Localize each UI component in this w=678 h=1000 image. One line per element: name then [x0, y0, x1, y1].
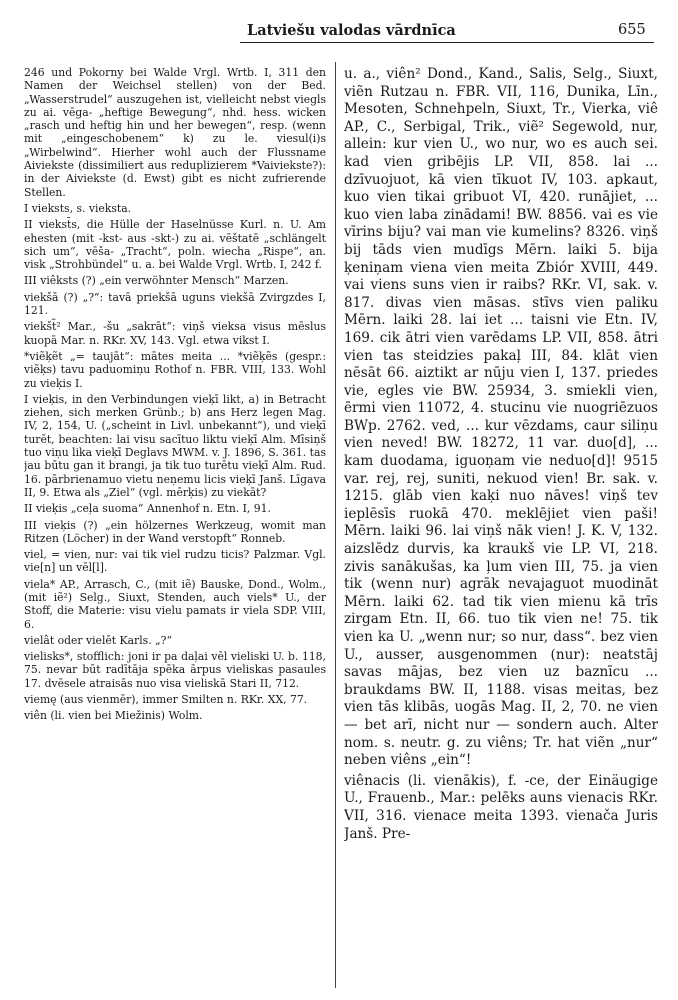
entry-i-viekis: I vieķis, in den Verbindungen vieķī likt, a) in Betracht ziehen, sich merken Grünb.; b) ans Herz legen Mag. IV, 2, 154, U. („scheint in Livl. unbekannt“), und vieķī turēt, beachten: lai visu sacītuo liktu vieķī Alm. Mīsiņš tuo viņu lika vieķī Deglavs MWM. v. J. 1896, S. 361. tas jau būtu gan it brangi, ja tik tuo turētu vieķī Alm. Rud. 16. pārbrienamuo vietu neņemu licis vieķī Janš. Līgava II, 9. Etwa als „Ziel“ (vgl. mērķis) zu viekāt?: [24, 392, 326, 499]
entry-iii-vieksts: III viêksts (?) „ein verwöhnter Mensch“ Marzen.: [24, 274, 289, 288]
running-header: Latviešu valodas vārdnīca: [247, 22, 456, 39]
column-divider: [335, 62, 336, 988]
entry-iii-viekis: III vieķis (?) „ein hölzernes Werkzeug, womit man Ritzen (Löcher) in der Wand verstopft“ Ronneb.: [24, 518, 326, 545]
entry-vielisks: vielisks*, stofflich: joni ir pa daļai vēl vieliski U. b. 118, 75. nevar būt radītāja spēka ārpus vieliskas pasaules 17. dvēsele atraisās nuo visa vieliskā Stari II, 712.: [24, 650, 326, 690]
entry-vieme: viemę (aus vienmēr), immer Smilten n. RKr. XX, 77.: [24, 693, 308, 707]
entry-vien: viên (li. vien bei Miežinis) Wolm.: [24, 709, 203, 723]
entry-ii-viekis: II vieķis „ceļa suoma“ Annenhof n. Etn. I, 91.: [24, 502, 271, 516]
entry-i-viekstss: I vieksts, s. vieksta.: [24, 201, 132, 215]
entry-viela: viela* AP., Arrasch, C., (mit iẽ) Bauske, Dond., Wolm., (mit iẽ²) Selg., Siuxt, Stenden, auch viels* U., der Stoff, die Materie: visu vielu pamats ir viela SDP. VIII, 6.: [24, 577, 326, 631]
entry-continuation: 246 und Pokorny bei Walde Vrgl. Wrtb. I, 311 den Namen der Weichsel stellen) von der Bed. „Wasserstrudel“ auszugehen ist, vielleicht nebst viegls zu ai. vēga- „heftige Bewegung“, nhd. hess. wicken „rasch und heftig hin und her bewegen“, resp. (wenn mit „eingeschobenem“ k) zu le. viesul(i)s „Wirbelwind“. Hierher wohl auch der Flussname Aiviekste (dissimiliert aus reduplizierem *Vaiviekste?): in der Aiviekste (d. Ewst) gibt es nicht zufrierende Stellen.: [24, 66, 326, 199]
entry-ii-viekstss: II viekst̄s, die Hülle der Haselnüsse Kurl. n. U. Am ehesten (mit -kst- aus -skt-) zu ai. vēštatē „schlängelt sich um“, vēša- „Tracht“, poln. wiecha „Rispe“, an. visk „Strohbündel“ u. a. bei Walde Vrgl. Wrtb. I, 242 f.: [24, 218, 326, 272]
entry-vien-continuation: u. a., viên² Dond., Kand., Salis, Selg., Siuxt, viẽn Rutzau n. FBR. VII, 116, Dunika, Līn., Mesoten, Schnehpeln, Siuxt, Tr., Vierka, viê AP., C., Serbigal, Trik., viẽ² Segewold, nur, allein: kur vien U., wo nur, wo es auch sei. kad vien gribējis LP. VII, 858. lai ... dzīvuojuot, kā vien tīkuot IV, 103. apkaut, kuo vien tikai gribuot VI, 420. runājiet, ... kuo vien laba zinādami! BW. 8856. vai es vie vīrins biju? vai man vie kumelins? 8326. viņš bij tāds vien mudīgs Mērn. laiki 5. bija ķeniņam viena vien meita Zbiór XVIII, 449. vai viens suns vien ir raibs? RKr. VI, sak. v. 817. divas vien māsas. stīvs vien paliku Mērn. laiki 28. lai iet ... taisni vie Etn. IV, 169. cik ātri vien varēdams LP. VII, 858. ātri vien tas steidzies pakaļ III, 84. klāt vien nēsāt 66. aiztikt ar nūju vien I, 137. priedes vie, egles vie BW. 25934, 3. smiekli vien, ērmi vien 11072, 4. stucinu vie nuogriēzuos BWp. 2762. ved, ... kur vēzdams, caur siliņu vien neved! BW. 18272, 11 var. duo[d], ... kam duodama, iguoņam vie neduo[d]! 9515 var. rej, rej, suniti, nekuod vien! Br. sak. v. 1215. glāb vien kaķi nuo nāves! viņš tev ieplēsīs ruokā 470. meklējiet vien paši! Mērn. laiki 96. lai viņš nāk vien! J. K. V, 132. aizslēdz durvis, ka kraukš vie LP. VI, 218. zivis sanākušas, ka ļum vien III, 75. ja vien tik (wenn nur) agrāk nevajaguot muodināt Mērn. laiki 62. tad tik vien mienu kā trīs zirgam Etn. II, 66. tuo tik vien ne! 75. tik vien ka U. „wenn nur; so nur, dass“. bez vien U., ausser, ausgenommen (nur): neatstāj savas mājas, bez vien uz baznīcu ... braukdams BW. II, 1188. visas meitas, bez vien tās klibās, uogās Mag. II, 2, 70. ne vien — bet arī, nicht nur — sondern auch. Alter nom. s. neutr. g. zu viêns; Tr. hat viẽn „nur“ neben viêns „ein“!: [344, 66, 658, 769]
header-rule: [240, 42, 654, 43]
right-column: [344, 66, 658, 843]
page-number: 655: [618, 22, 646, 38]
entry-vieksa: viekšā (?) „?“: tavā priekšā uguns viekšā Zvirgzdes I, 121.: [24, 290, 326, 318]
left-column: [24, 66, 326, 723]
entry-viekiet: *viẽķẽt „= taujāt“: mātes meita ... *viẽķẽs (gespr.: viẽķs) tavu paduomiņu Rothof n. FBR. VIII, 133. Wohl zu vieķis I.: [24, 349, 326, 390]
entry-vielat: vielât oder vielēt Karls. „?“: [24, 633, 172, 647]
entry-viel: viel, = vien, nur: vai tik viel rudzu ticis? Palzmar. Vgl. vie[n] un vēl[l].: [24, 548, 326, 575]
entry-viekst: viekšt̃² Mar., -šu „sakrāt“: viņš vieksa visus mēslus kuopā Mar. n. RKr. XV, 143. Vgl. etwa vikst I.: [24, 320, 326, 347]
entry-vienacis: viênacis (li. vienākis), f. -ce, der Einäugige U., Frauenb., Mar.: pelēks auns vienacis RKr. VII, 316. vienace meita 1393. vienača Juris Janš. Pre-: [344, 772, 658, 842]
